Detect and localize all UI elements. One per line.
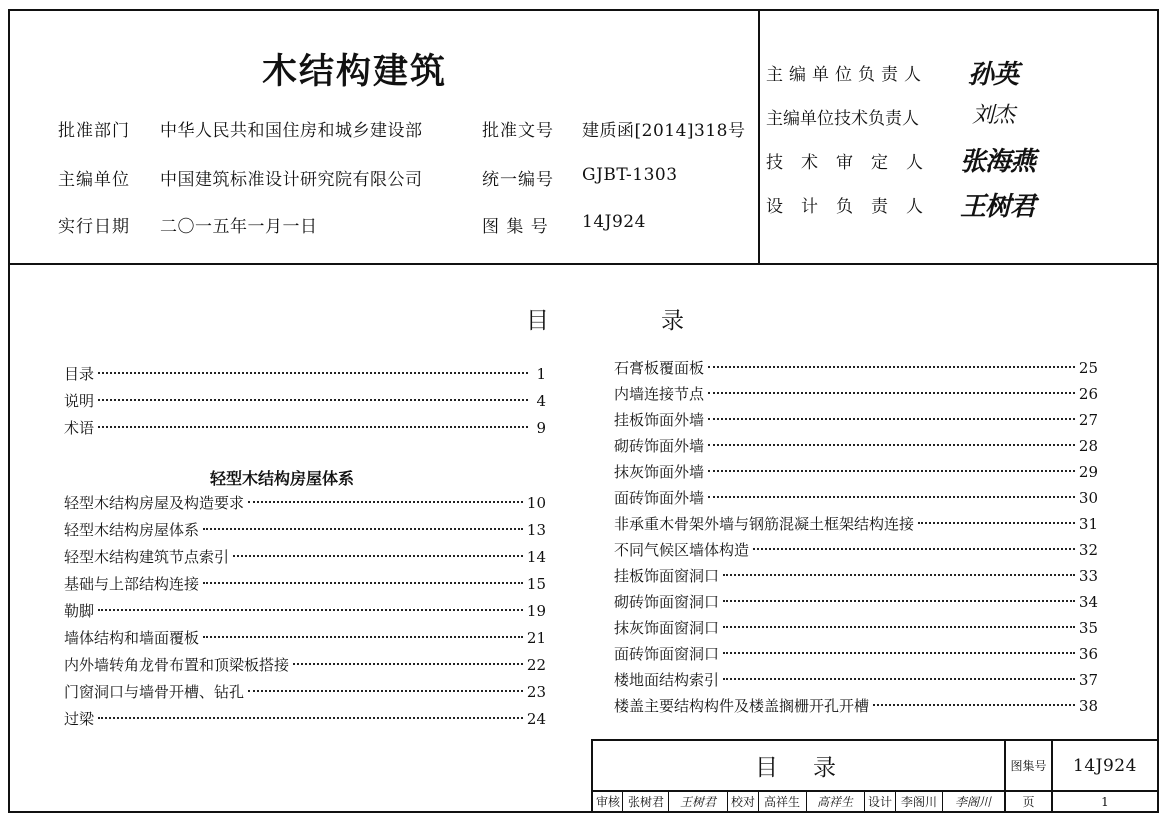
leader-dots [233,555,523,557]
toc-item[interactable] [64,491,546,515]
toc-item-title: 砌砖饰面外墙 [614,437,705,455]
atlas-value: 14J924 [582,212,646,232]
leader-dots [708,366,1075,368]
leader-dots [708,392,1075,394]
toc-item-page: 15 [526,575,546,593]
toc-item[interactable] [614,356,1098,380]
book-title: 木结构建筑 [262,52,448,92]
toc-item-page: 13 [526,521,546,539]
code-value: GJBT-1303 [582,165,678,185]
toc-item-title: 轻型木结构房屋及构造要求 [64,494,245,512]
toc-item-page: 26 [1078,385,1098,403]
toc-item[interactable] [64,626,546,650]
toc-item-title: 楼盖主要结构构件及楼盖搁栅开孔开槽 [614,697,870,715]
signature-2: 刘杰 [972,103,1015,128]
toc-item-title: 砌砖饰面窗洞口 [614,593,720,611]
approve-doc-value: 建质函[2014]318号 [582,121,746,141]
toc-item[interactable] [614,616,1098,640]
toc-item-title: 挂板饰面窗洞口 [614,567,720,585]
toc-item-title: 内墙连接节点 [614,385,705,403]
toc-item-page: 36 [1078,645,1098,663]
toc-item-page: 21 [526,629,546,647]
toc-item[interactable] [614,434,1098,458]
toc-item[interactable] [614,486,1098,510]
checker-name: 高祥生 [763,795,800,809]
checker-signature: 高祥生 [816,795,853,809]
row-sep [622,790,623,813]
toc-item-page: 22 [526,656,546,674]
toc-item[interactable] [64,416,546,440]
header-divider-horizontal [8,263,1159,265]
toc-item[interactable] [64,599,546,623]
toc-item[interactable] [614,564,1098,588]
title-block-title: 目 录 [755,755,842,781]
editor-value: 中国建筑标准设计研究院有限公司 [160,170,423,190]
leader-dots [98,399,528,401]
toc-item-page: 28 [1078,437,1098,455]
toc-item-title: 说明 [64,392,95,410]
toc-item[interactable] [614,538,1098,562]
leader-dots [98,609,523,611]
toc-heading: 目 录 [526,308,688,334]
leader-dots [708,496,1075,498]
reviewer-signature: 王树君 [679,795,716,809]
signature-4: 王树君 [960,192,1036,222]
toc-item-title: 面砖饰面外墙 [614,489,705,507]
toc-item[interactable] [64,389,546,413]
toc-item-page: 4 [536,392,546,410]
toc-item-page: 19 [526,602,546,620]
sig-role-3: 技术审定人 [766,153,941,173]
toc-item-title: 术语 [64,419,95,437]
toc-item-title: 挂板饰面外墙 [614,411,705,429]
leader-dots [708,418,1075,420]
toc-item-page: 31 [1078,515,1098,533]
toc-item[interactable] [614,694,1098,718]
toc-item-title: 石膏板覆面板 [614,359,705,377]
toc-item-page: 38 [1078,697,1098,715]
toc-item-title: 基础与上部结构连接 [64,575,200,593]
leader-dots [248,690,523,692]
leader-dots [723,678,1075,680]
date-value: 二〇一五年一月一日 [160,217,318,237]
toc-item[interactable] [614,668,1098,692]
toc-item-title: 勒脚 [64,602,95,620]
leader-dots [248,501,523,503]
toc-item-title: 内外墙转角龙骨布置和顶梁板搭接 [64,656,290,674]
toc-item[interactable] [64,653,546,677]
toc-item-title: 过梁 [64,710,95,728]
leader-dots [723,626,1075,628]
toc-item[interactable] [614,408,1098,432]
toc-item[interactable] [614,642,1098,666]
row-sep [668,790,669,813]
approve-dept-value: 中华人民共和国住房和城乡建设部 [160,121,423,141]
toc-item[interactable] [614,460,1098,484]
toc-item[interactable] [64,572,546,596]
toc-item-page: 23 [526,683,546,701]
sig-role-1: 主编单位负责人 [766,65,927,85]
date-label: 实行日期 [58,217,130,237]
toc-item[interactable] [614,512,1098,536]
toc-item-page: 37 [1078,671,1098,689]
leader-dots [723,652,1075,654]
leader-dots [203,636,523,638]
leader-dots [918,522,1075,524]
toc-item-title: 非承重木骨架外墙与钢筋混凝土框架结构连接 [614,515,915,533]
reviewer-name: 张树君 [627,795,664,809]
toc-item-title: 门窗洞口与墙骨开槽、钻孔 [64,683,245,701]
title-block-atlas-label: 图集号 [1010,759,1047,773]
toc-item[interactable] [64,362,546,386]
leader-dots [708,444,1075,446]
leader-dots [203,582,523,584]
leader-dots [293,663,523,665]
leader-dots [723,574,1075,576]
leader-dots [708,470,1075,472]
toc-item-page: 32 [1078,541,1098,559]
editor-label: 主编单位 [58,170,130,190]
title-block-atlas-value: 14J924 [1073,755,1137,776]
toc-item-title: 抹灰饰面外墙 [614,463,705,481]
designer-name: 李阁川 [900,795,937,809]
toc-item-page: 33 [1078,567,1098,585]
design-label: 设计 [867,795,892,809]
review-label: 审核 [595,795,620,809]
toc-item-page: 10 [526,494,546,512]
check-label: 校对 [730,795,755,809]
toc-item-title: 墙体结构和墙面覆板 [64,629,200,647]
toc-item[interactable] [64,518,546,542]
leader-dots [873,704,1075,706]
toc-item-page: 35 [1078,619,1098,637]
toc-section-title: 轻型木结构房屋体系 [210,469,355,488]
leader-dots [753,548,1075,550]
header-divider-vertical [758,9,760,264]
leader-dots [98,717,523,719]
approve-doc-label: 批准文号 [482,121,554,141]
toc-item-page: 24 [526,710,546,728]
toc-item-page: 25 [1078,359,1098,377]
code-label: 统一编号 [482,170,554,190]
toc-item[interactable] [64,707,546,731]
signature-3: 张海燕 [960,147,1036,177]
toc-item[interactable] [64,545,546,569]
leader-dots [723,600,1075,602]
toc-item-title: 目录 [64,365,95,383]
signature-1: 孙英 [968,60,1019,90]
leader-dots [98,372,528,374]
leader-dots [203,528,523,530]
designer-signature: 李阁川 [954,795,991,809]
toc-item-page: 27 [1078,411,1098,429]
title-block-page-label: 页 [1022,795,1035,809]
toc-item-title: 楼地面结构索引 [614,671,720,689]
toc-item-page: 14 [526,548,546,566]
toc-item-page: 30 [1078,489,1098,507]
toc-item-title: 不同气候区墙体构造 [614,541,750,559]
leader-dots [98,426,528,428]
toc-item-page: 9 [536,419,546,437]
toc-item-page: 1 [536,365,546,383]
toc-item-title: 轻型木结构房屋体系 [64,521,200,539]
toc-item-title: 抹灰饰面窗洞口 [614,619,720,637]
atlas-label: 图 集 号 [482,217,549,237]
toc-item-title: 面砖饰面窗洞口 [614,645,720,663]
title-block-page-value: 1 [1101,794,1109,809]
toc-item-page: 29 [1078,463,1098,481]
toc-item[interactable] [64,680,546,704]
toc-item-page: 34 [1078,593,1098,611]
approve-dept-label: 批准部门 [58,121,130,141]
sig-role-2: 主编单位技术负责人 [766,109,919,129]
sig-role-4: 设计负责人 [766,197,941,217]
toc-item[interactable] [614,382,1098,406]
toc-item-title: 轻型木结构建筑节点索引 [64,548,230,566]
toc-item[interactable] [614,590,1098,614]
